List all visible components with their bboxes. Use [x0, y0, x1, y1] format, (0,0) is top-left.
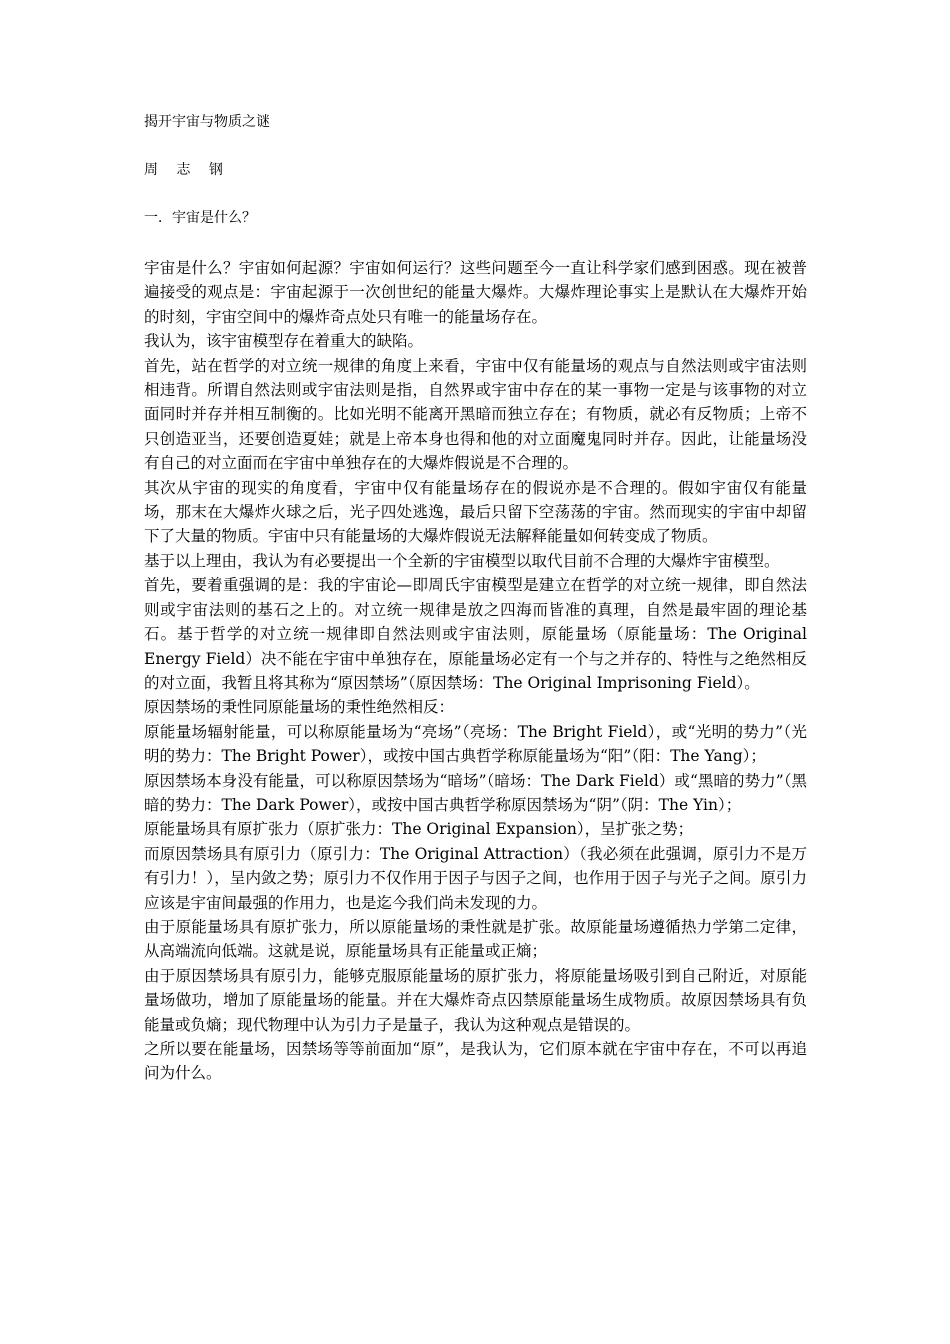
paragraph: 而原因禁场具有原引力（原引力：The Original Attraction）（我必须在此强调，原引力不是万有引力！），呈内敛之势；原引力不仅作用于因子与因子之间，也作用于因子与光子之间。原引力应该是宇宙间最强的作用力，也是迄今我们尚未发现的力。 [144, 844, 807, 912]
paragraph: 我认为，该宇宙模型存在着重大的缺陷。 [144, 332, 424, 351]
paragraph: 首先，要着重强调的是：我的宇宙论—即周氏宇宙模型是建立在哲学的对立统一规律，即自然法则或宇宙法则的基石之上的。对立统一规律是放之四海而皆准的真理，自然是最牢固的理论基石。基于哲学的对立统一规律即自然法则或宇宙法则，原能量场（原能量场：The Original Energy Field）决不能在宇宙中单独存在，原能量场必定有一个与之并存的、特性与之绝然相反的对立面，我暂且将其称为“原因禁场”（原因禁场：The Original Imprisoning Field）。 [144, 576, 807, 692]
document-author: 周 志 钢 [144, 162, 230, 178]
document-page [144, 110, 807, 1086]
paragraph: 其次从宇宙的现实的角度看，宇宙中仅有能量场存在的假说亦是不合理的。假如宇宙仅有能量场，那末在大爆炸火球之后，光子四处逃逸，最后只留下空荡荡的宇宙。然而现实的宇宙中却留下了大量的物质。宇宙中只有能量场的大爆炸假说无法解释能量如何转变成了物质。 [144, 478, 807, 546]
paragraph: 首先，站在哲学的对立统一规律的角度上来看，宇宙中仅有能量场的观点与自然法则或宇宙法则相违背。所谓自然法则或宇宙法则是指，自然界或宇宙中存在的某一事物一定是与该事物的对立面同时并存并相互制衡的。比如光明不能离开黑暗而独立存在；有物质，就必有反物质；上帝不只创造亚当，还要创造夏娃；就是上帝本身也得和他的对立面魔鬼同时并存。因此，让能量场没有自己的对立面而在宇宙中单独存在的大爆炸假说是不合理的。 [144, 356, 807, 473]
document-title: 揭开宇宙与物质之谜 [144, 114, 270, 130]
paragraph: 原能量场辐射能量，可以称原能量场为“亮场”（亮场：The Bright Field），或“光明的势力”（光明的势力：The Bright Power），或按中国古典哲学称原能量场为“阳”（阳：The Yang）； [144, 722, 807, 766]
section-heading: 一．宇宙是什么？ [144, 210, 256, 226]
document-body [144, 256, 807, 1086]
paragraph: 之所以要在能量场，因禁场等等前面加“原”，是我认为，它们原本就在宇宙中存在，不可以再追问为什么。 [144, 1040, 807, 1083]
paragraph: 原能量场具有原扩张力（原扩张力：The Original Expansion），呈扩张之势； [144, 820, 694, 839]
paragraph: 原因禁场本身没有能量，可以称原因禁场为“暗场”（暗场：The Dark Field）或“黑暗的势力”（黑暗的势力：The Dark Power），或按中国古典哲学称原因禁场为“阴”（阴：The Yin）； [144, 771, 807, 814]
paragraph: 宇宙是什么？宇宙如何起源？宇宙如何运行？这些问题至今一直让科学家们感到困惑。现在被普遍接受的观点是：宇宙起源于一次创世纪的能量大爆炸。大爆炸理论事实上是默认在大爆炸开始的时刻，宇宙空间中的爆炸奇点处只有唯一的能量场存在。 [144, 259, 807, 326]
paragraph: 由于原能量场具有原扩张力，所以原能量场的秉性就是扩张。故原能量场遵循热力学第二定律，从高端流向低端。这就是说，原能量场具有正能量或正熵； [144, 917, 807, 961]
paragraph: 基于以上理由，我认为有必要提出一个全新的宇宙模型以取代目前不合理的大爆炸宇宙模型。 [144, 551, 780, 570]
paragraph: 由于原因禁场具有原引力，能够克服原能量场的原扩张力，将原能量场吸引到自己附近，对原能量场做功，增加了原能量场的能量。并在大爆炸奇点囚禁原能量场生成物质。故原因禁场具有负能量或负熵；现代物理中认为引力子是量子，我认为这种观点是错误的。 [144, 966, 807, 1034]
paragraph: 原因禁场的秉性同原能量场的秉性绝然相反： [144, 698, 455, 717]
